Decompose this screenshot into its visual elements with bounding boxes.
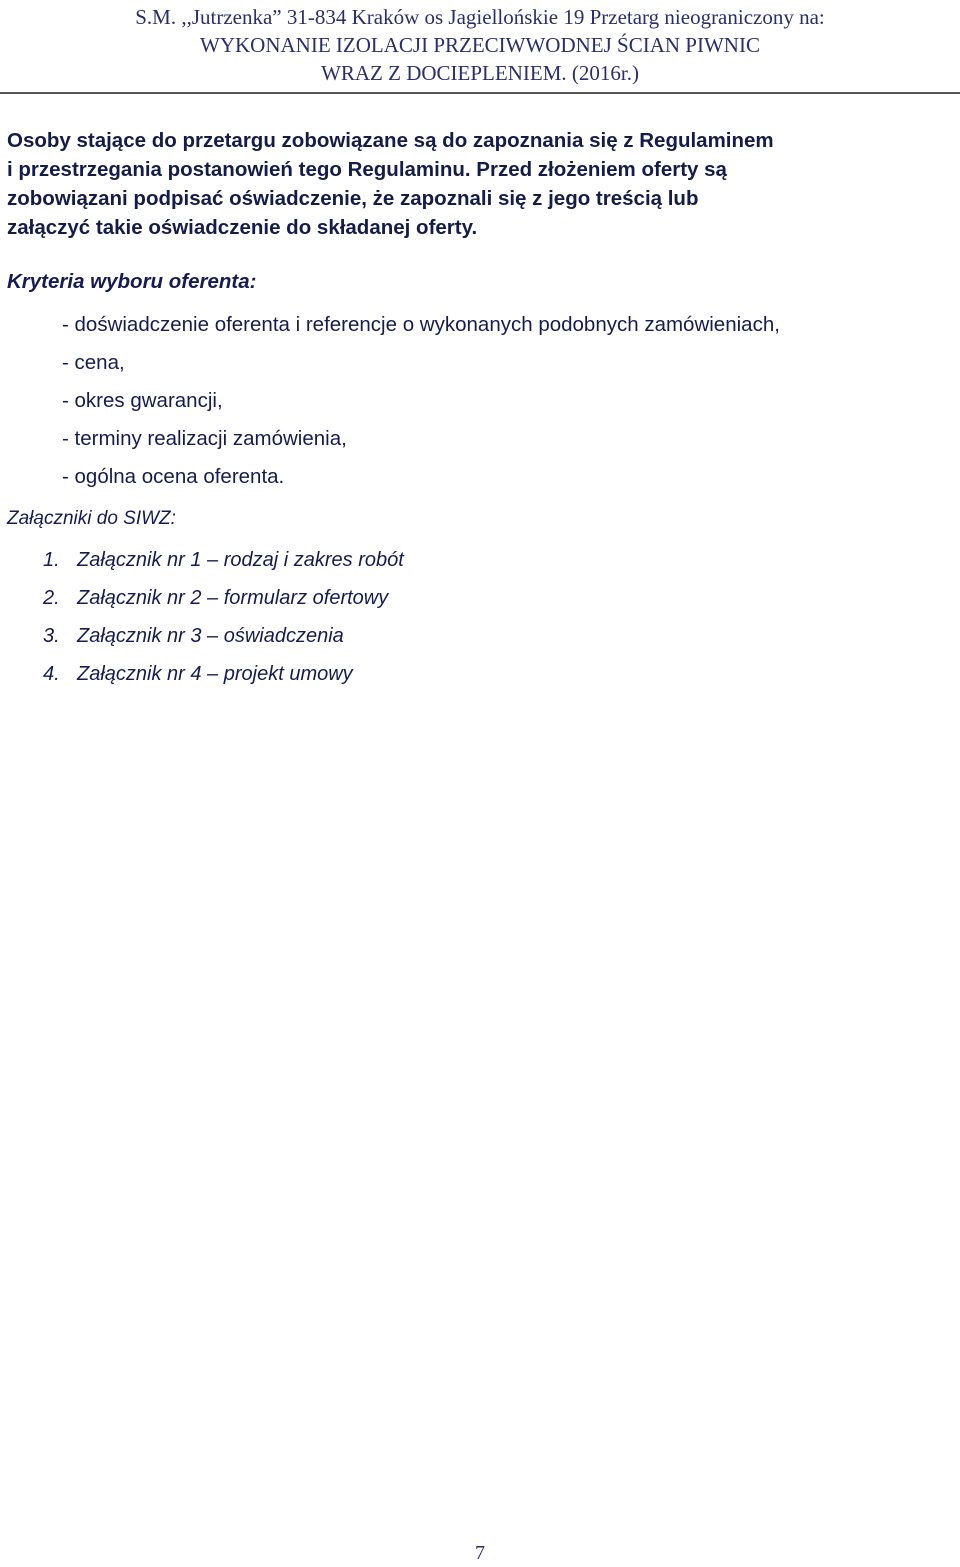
- attachment-item: [43, 617, 404, 655]
- attachments-list: [43, 541, 404, 693]
- criteria-heading: Kryteria wyboru oferenta:: [7, 270, 257, 293]
- attachment-number: 3.: [43, 625, 60, 647]
- criteria-item: - terminy realizacji zamówienia,: [62, 427, 347, 450]
- criteria-list: [62, 306, 780, 496]
- header-line-3: WRAZ Z DOCIEPLENIEM. (2016r.): [321, 61, 639, 85]
- page-number: 7: [475, 1542, 485, 1564]
- intro-line: i przestrzegania postanowień tego Regulaminu. Przed złożeniem oferty są: [7, 158, 727, 181]
- attachment-text: Załącznik nr 1 – rodzaj i zakres robót: [77, 549, 404, 571]
- header-line-1: S.M. ,,Jutrzenka” 31-834 Kraków os Jagiellońskie 19 Przetarg nieograniczony na:: [135, 5, 825, 29]
- criteria-item: - okres gwarancji,: [62, 389, 223, 412]
- attachment-number: 1.: [43, 549, 60, 571]
- header-divider: [0, 92, 960, 94]
- intro-line: załączyć takie oświadczenie do składanej oferty.: [7, 216, 478, 239]
- intro-line: zobowiązani podpisać oświadczenie, że zapoznali się z jego treścią lub: [7, 187, 699, 210]
- attachment-item: [43, 579, 404, 617]
- attachment-item: [43, 541, 404, 579]
- attachment-text: Załącznik nr 2 – formularz ofertowy: [77, 587, 389, 609]
- criteria-item: - cena,: [62, 351, 125, 374]
- criteria-item: - doświadczenie oferenta i referencje o wykonanych podobnych zamówieniach,: [62, 313, 780, 336]
- attachment-item: [43, 655, 404, 693]
- page-header: [0, 0, 960, 92]
- attachment-text: Załącznik nr 4 – projekt umowy: [77, 663, 353, 685]
- attachment-text: Załącznik nr 3 – oświadczenia: [77, 625, 344, 647]
- attachments-heading: Załączniki do SIWZ:: [7, 508, 176, 529]
- criteria-item: - ogólna ocena oferenta.: [62, 465, 285, 488]
- header-line-2: WYKONANIE IZOLACJI PRZECIWWODNEJ ŚCIAN PIWNIC: [200, 33, 760, 57]
- attachment-number: 4.: [43, 663, 60, 685]
- intro-line: Osoby stające do przetargu zobowiązane są do zapoznania się z Regulaminem: [7, 129, 774, 152]
- attachment-number: 2.: [43, 587, 60, 609]
- intro-paragraph: [7, 126, 956, 242]
